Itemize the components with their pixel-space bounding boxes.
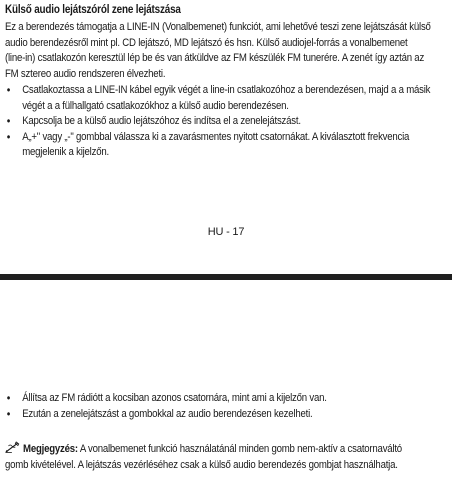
intro-paragraph <box>5 20 444 82</box>
list-item-line: Kapcsolja be a külső audio lejátszóhoz és indítsa el a zenelejátszást. <box>22 115 301 127</box>
list-item-line: Ezután a zenelejátszást a gombokkal az audio berendezésen kezelheti. <box>22 407 313 420</box>
list-item-line: végét a a fülhallgató csatlakozókhoz a külső audio berendezésen. <box>22 99 289 112</box>
bullet-icon: • <box>6 129 11 144</box>
list-item-line: megjelenik a kijelzőn. <box>22 146 109 158</box>
lower-manual-page <box>0 280 452 480</box>
instruction-list <box>5 83 444 161</box>
intro-line: FM sztereo audio rendszeren élvezheti. <box>5 67 166 80</box>
note-text: A vonalbemenet funkció használatánál minden gomb nem-aktív a csatornaváltó <box>77 443 402 455</box>
note-label: Megjegyzés: <box>23 443 78 455</box>
bullet-icon: • <box>6 406 11 421</box>
list-item-line: Csatlakoztassa a LINE-IN kábel egyik végét a line-in csatlakozóhoz a berendezésen, majd a a másik <box>22 84 431 96</box>
bullet-icon: • <box>6 114 11 128</box>
list-item-line: Állítsa az FM rádiótt a kocsiban azonos csatornára, mint ami a kijelzőn van. <box>22 392 327 404</box>
continuation-list <box>5 391 444 422</box>
list-item <box>5 391 444 407</box>
bullet-icon: • <box>6 83 11 97</box>
list-item <box>5 114 444 130</box>
section-heading: Külső audio lejátszóról zene lejátszása <box>5 4 181 16</box>
intro-line: (line-in) csatlakozón keresztül lép be és van átküldve az FM készülék FM tunerére. A zenét így aztán az <box>5 52 425 64</box>
list-item <box>5 130 444 161</box>
list-item-line: A„+" vagy „-" gombbal válassza ki a zavarásmentes nyitott csatornákat. A kiválasztott frekvencia <box>22 130 410 143</box>
list-item <box>5 83 444 114</box>
bullet-icon: • <box>6 391 11 405</box>
note-paragraph <box>5 441 444 473</box>
note-text-line: gomb kivételével. A lejátszás vezérléséhez csak a külső audio berendezés gombjat használhatja. <box>5 458 398 471</box>
list-item <box>5 407 444 423</box>
pencil-note-icon <box>5 441 20 453</box>
intro-line: Ez a berendezés támogatja a LINE-IN (Vonalbemenet) funkciót, ami lehetővé teszi zene lejátszását külső <box>5 21 431 33</box>
intro-line: audio berendezésről mint pl. CD lejátszó, MD lejátszó és hsn. Külső audiojel-forrás a vonalbemenet <box>5 36 408 49</box>
page-number: HU - 17 <box>207 226 245 238</box>
